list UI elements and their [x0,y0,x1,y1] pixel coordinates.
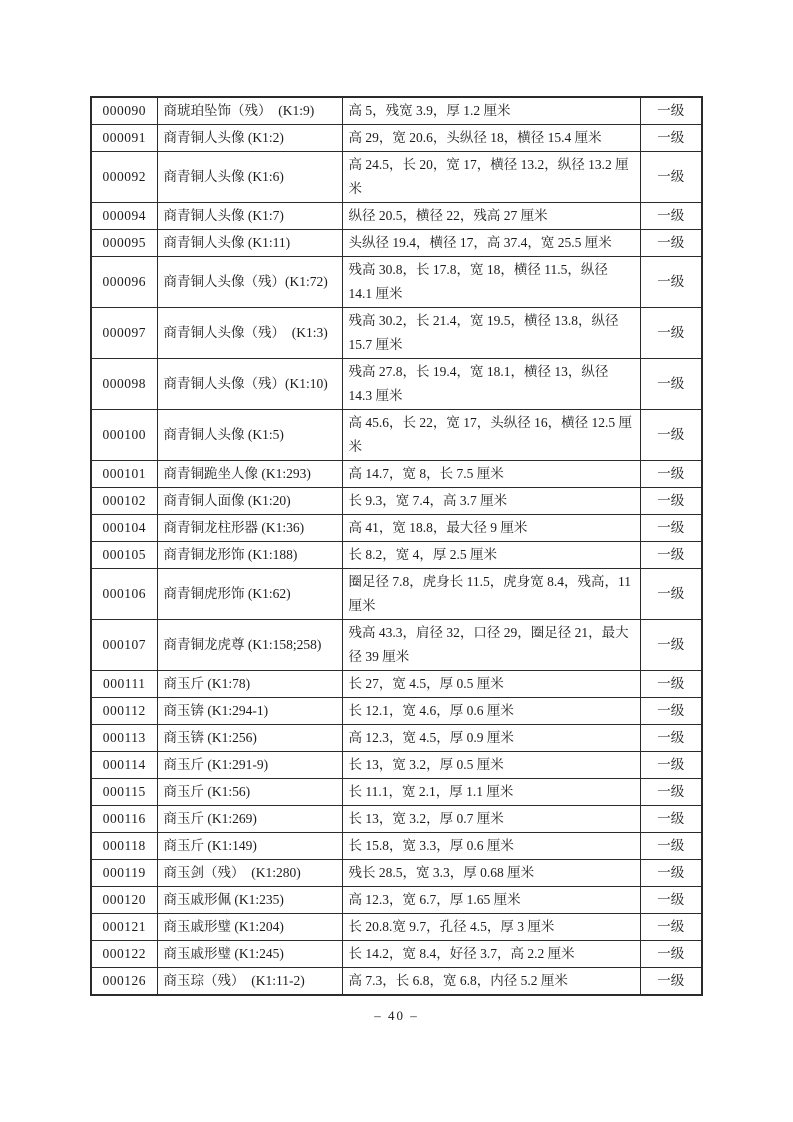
relic-name-cell: 商玉戚形璧 (K1:245) [157,941,342,968]
relic-grade-cell: 一级 [640,257,702,308]
relic-id-cell: 000097 [91,308,157,359]
relic-dimensions-cell: 高 14.7，宽 8，长 7.5 厘米 [342,461,640,488]
relic-name-cell: 商青铜龙形饰 (K1:188) [157,542,342,569]
relic-dimensions-cell: 长 13，宽 3.2，厚 0.7 厘米 [342,806,640,833]
table-row [91,230,702,257]
relic-dimensions-cell: 长 11.1，宽 2.1，厚 1.1 厘米 [342,779,640,806]
relic-dimensions-cell: 高 29，宽 20.6，头纵径 18，横径 15.4 厘米 [342,125,640,152]
relic-name-cell: 商玉锛 (K1:256) [157,725,342,752]
relic-name-cell: 商玉戚形佩 (K1:235) [157,887,342,914]
relic-dimensions-cell: 高 5，残宽 3.9，厚 1.2 厘米 [342,97,640,125]
relic-grade-cell: 一级 [640,698,702,725]
relic-dimensions-cell: 残高 27.8，长 19.4，宽 18.1，横径 13，纵径 14.3 厘米 [342,359,640,410]
relic-grade-cell: 一级 [640,308,702,359]
relic-dimensions-cell: 长 27，宽 4.5，厚 0.5 厘米 [342,671,640,698]
relic-name-cell: 商玉戚形璧 (K1:204) [157,914,342,941]
relic-name-cell: 商玉剑（残） (K1:280) [157,860,342,887]
relic-name-cell: 商青铜人头像 (K1:7) [157,203,342,230]
relic-grade-cell: 一级 [640,941,702,968]
relic-grade-cell: 一级 [640,230,702,257]
relic-id-cell: 000104 [91,515,157,542]
relic-id-cell: 000101 [91,461,157,488]
relic-id-cell: 000098 [91,359,157,410]
relic-id-cell: 000126 [91,968,157,996]
relic-name-cell: 商青铜龙虎尊 (K1:158;258) [157,620,342,671]
relic-name-cell: 商玉斤 (K1:149) [157,833,342,860]
relic-grade-cell: 一级 [640,806,702,833]
relic-grade-cell: 一级 [640,968,702,996]
relic-dimensions-cell: 残高 30.2，长 21.4，宽 19.5，横径 13.8，纵径 15.7 厘米 [342,308,640,359]
relic-id-cell: 000096 [91,257,157,308]
relic-dimensions-cell: 残长 28.5，宽 3.3，厚 0.68 厘米 [342,860,640,887]
relic-dimensions-cell: 长 9.3，宽 7.4，高 3.7 厘米 [342,488,640,515]
table-row [91,671,702,698]
table-row [91,725,702,752]
relic-name-cell: 商玉锛 (K1:294-1) [157,698,342,725]
relic-id-cell: 000091 [91,125,157,152]
relic-grade-cell: 一级 [640,359,702,410]
relic-name-cell: 商玉斤 (K1:291-9) [157,752,342,779]
relic-dimensions-cell: 高 7.3，长 6.8，宽 6.8，内径 5.2 厘米 [342,968,640,996]
relic-id-cell: 000094 [91,203,157,230]
relic-grade-cell: 一级 [640,542,702,569]
relic-dimensions-cell: 头纵径 19.4，横径 17，高 37.4，宽 25.5 厘米 [342,230,640,257]
relic-name-cell: 商玉斤 (K1:56) [157,779,342,806]
relic-grade-cell: 一级 [640,752,702,779]
table-row [91,97,702,125]
relic-id-cell: 000112 [91,698,157,725]
relic-id-cell: 000114 [91,752,157,779]
table-row [91,359,702,410]
relic-name-cell: 商青铜人头像 (K1:11) [157,230,342,257]
relic-grade-cell: 一级 [640,410,702,461]
relic-name-cell: 商青铜龙柱形器 (K1:36) [157,515,342,542]
table-row [91,542,702,569]
page-number: – 40 – [374,1008,419,1023]
relic-name-cell: 商青铜人头像 (K1:5) [157,410,342,461]
relic-id-cell: 000118 [91,833,157,860]
relic-grade-cell: 一级 [640,620,702,671]
table-row [91,941,702,968]
table-row [91,257,702,308]
table-row [91,833,702,860]
table-row [91,125,702,152]
table-row [91,860,702,887]
relic-id-cell: 000090 [91,97,157,125]
relic-id-cell: 000122 [91,941,157,968]
relic-id-cell: 000105 [91,542,157,569]
relic-dimensions-cell: 高 12.3，宽 6.7，厚 1.65 厘米 [342,887,640,914]
relic-grade-cell: 一级 [640,860,702,887]
table-row [91,515,702,542]
relic-grade-cell: 一级 [640,97,702,125]
relic-name-cell: 商青铜人头像 (K1:6) [157,152,342,203]
relic-grade-cell: 一级 [640,125,702,152]
relic-id-cell: 000113 [91,725,157,752]
table-row [91,308,702,359]
relic-grade-cell: 一级 [640,914,702,941]
relic-dimensions-cell: 高 41，宽 18.8，最大径 9 厘米 [342,515,640,542]
relic-dimensions-cell: 残高 43.3，肩径 32，口径 29，圈足径 21，最大径 39 厘米 [342,620,640,671]
relic-dimensions-cell: 纵径 20.5，横径 22，残高 27 厘米 [342,203,640,230]
relic-dimensions-cell: 长 14.2，宽 8.4，好径 3.7，高 2.2 厘米 [342,941,640,968]
relic-dimensions-cell: 长 12.1，宽 4.6，厚 0.6 厘米 [342,698,640,725]
relic-id-cell: 000115 [91,779,157,806]
relic-id-cell: 000100 [91,410,157,461]
relic-grade-cell: 一级 [640,833,702,860]
relic-grade-cell: 一级 [640,725,702,752]
relic-id-cell: 000119 [91,860,157,887]
relic-name-cell: 商玉琮（残） (K1:11-2) [157,968,342,996]
relic-name-cell: 商青铜人头像（残）(K1:72) [157,257,342,308]
table-row [91,914,702,941]
relic-grade-cell: 一级 [640,569,702,620]
table-row [91,806,702,833]
table-row [91,152,702,203]
table-row [91,779,702,806]
table-row [91,203,702,230]
table-body [91,97,702,995]
relic-dimensions-cell: 高 12.3，宽 4.5，厚 0.9 厘米 [342,725,640,752]
relic-id-cell: 000106 [91,569,157,620]
relic-name-cell: 商青铜人头像（残）(K1:10) [157,359,342,410]
relic-name-cell: 商玉斤 (K1:269) [157,806,342,833]
table-row [91,968,702,996]
relic-id-cell: 000107 [91,620,157,671]
table-row [91,887,702,914]
table-row [91,569,702,620]
relic-id-cell: 000092 [91,152,157,203]
relic-grade-cell: 一级 [640,671,702,698]
relic-dimensions-cell: 长 8.2，宽 4，厚 2.5 厘米 [342,542,640,569]
relic-dimensions-cell: 长 13，宽 3.2，厚 0.5 厘米 [342,752,640,779]
relic-id-cell: 000116 [91,806,157,833]
relic-grade-cell: 一级 [640,887,702,914]
relic-name-cell: 商青铜虎形饰 (K1:62) [157,569,342,620]
relic-id-cell: 000111 [91,671,157,698]
relic-name-cell: 商青铜跪坐人像 (K1:293) [157,461,342,488]
relic-dimensions-cell: 高 45.6，长 22，宽 17，头纵径 16，横径 12.5 厘米 [342,410,640,461]
table-row [91,752,702,779]
relic-dimensions-cell: 长 15.8，宽 3.3，厚 0.6 厘米 [342,833,640,860]
relic-dimensions-cell: 圈足径 7.8，虎身长 11.5，虎身宽 8.4，残高，11 厘米 [342,569,640,620]
table-row [91,620,702,671]
relic-grade-cell: 一级 [640,488,702,515]
relic-dimensions-cell: 长 20.8.宽 9.7，孔径 4.5，厚 3 厘米 [342,914,640,941]
table-row [91,461,702,488]
relic-catalog-table [90,96,703,996]
relic-id-cell: 000121 [91,914,157,941]
table-row [91,488,702,515]
relic-grade-cell: 一级 [640,515,702,542]
table-row [91,410,702,461]
relic-id-cell: 000120 [91,887,157,914]
relic-dimensions-cell: 高 24.5，长 20，宽 17，横径 13.2，纵径 13.2 厘米 [342,152,640,203]
relic-dimensions-cell: 残高 30.8，长 17.8，宽 18，横径 11.5，纵径 14.1 厘米 [342,257,640,308]
relic-id-cell: 000102 [91,488,157,515]
relic-name-cell: 商琥珀坠饰（残） (K1:9) [157,97,342,125]
table-row [91,698,702,725]
relic-id-cell: 000095 [91,230,157,257]
relic-grade-cell: 一级 [640,203,702,230]
relic-name-cell: 商青铜人头像（残） (K1:3) [157,308,342,359]
relic-grade-cell: 一级 [640,461,702,488]
relic-name-cell: 商青铜人面像 (K1:20) [157,488,342,515]
relic-grade-cell: 一级 [640,152,702,203]
relic-name-cell: 商玉斤 (K1:78) [157,671,342,698]
relic-grade-cell: 一级 [640,779,702,806]
relic-name-cell: 商青铜人头像 (K1:2) [157,125,342,152]
